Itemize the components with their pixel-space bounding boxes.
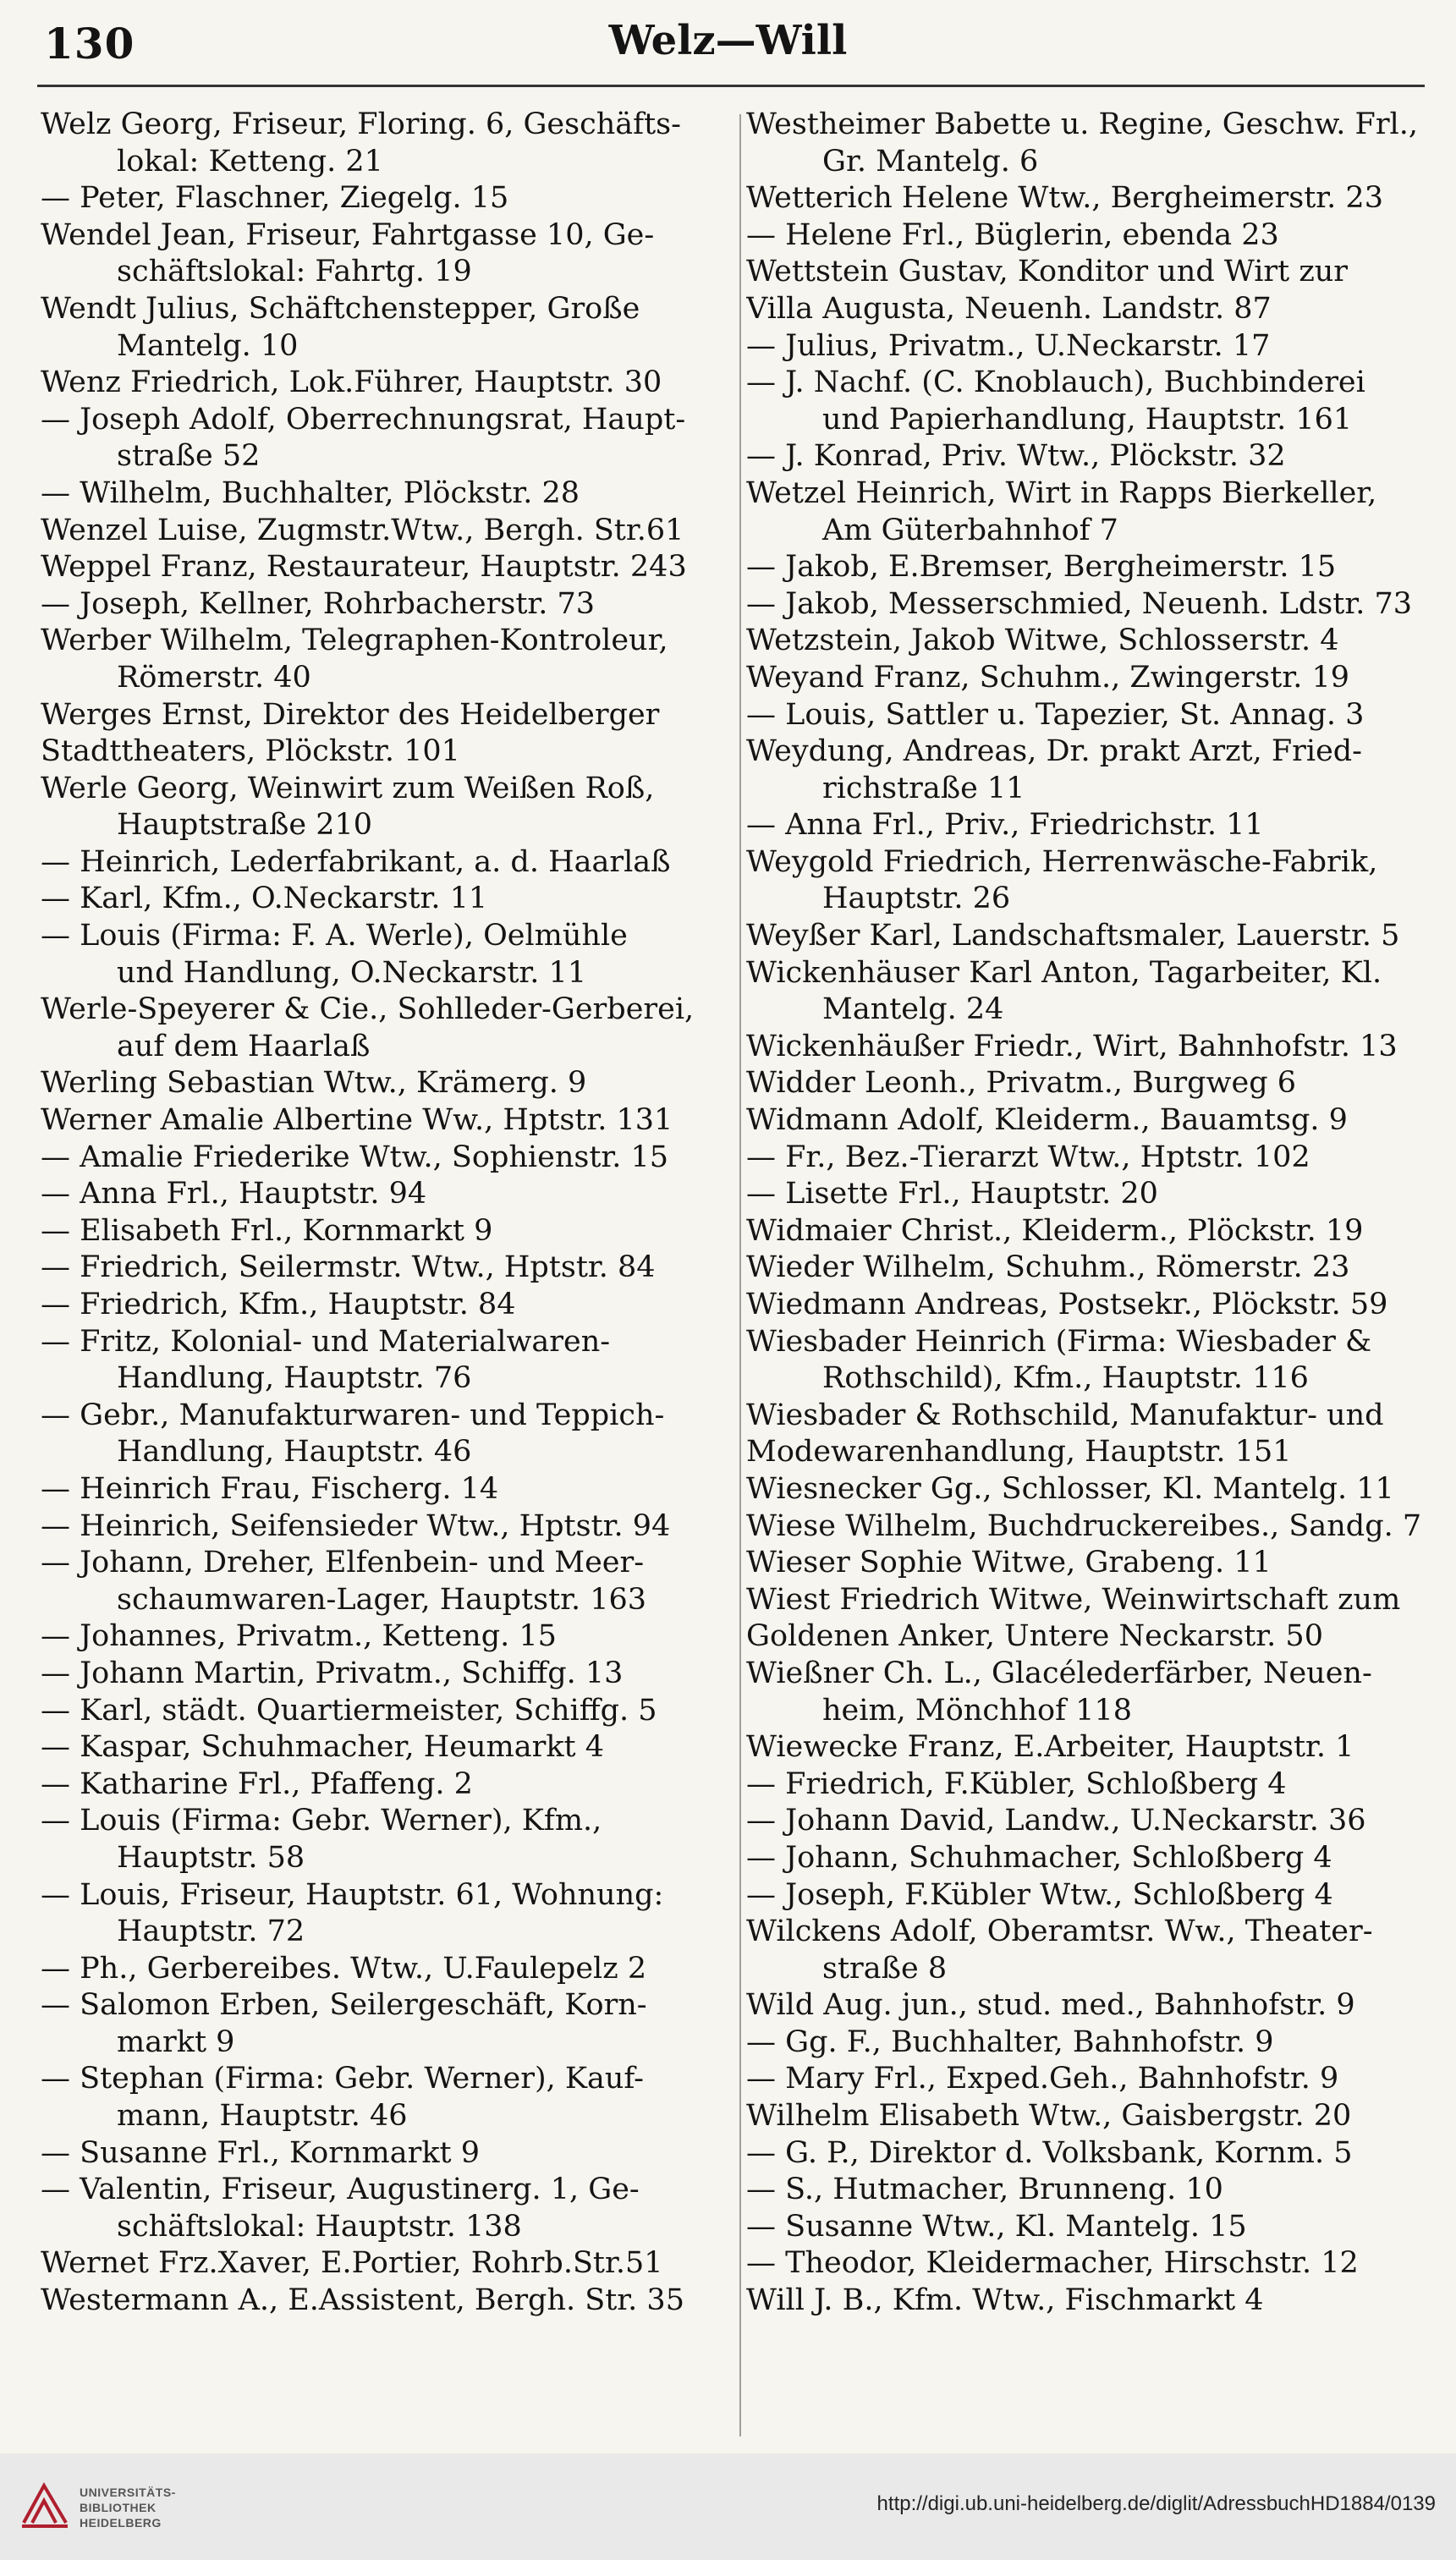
directory-entry-line: — Karl, städt. Quartiermeister, Schiffg. 5 — [41, 1693, 657, 1728]
directory-entry-line: schäftslokal: Hauptstr. 138 — [117, 2209, 522, 2244]
directory-entry-line: Hauptstr. 72 — [117, 1915, 305, 1949]
directory-entry-line: Will J. B., Kfm. Wtw., Fischmarkt 4 — [746, 2283, 1264, 2318]
directory-entry-line: Wild Aug. jun., stud. med., Bahnhofstr. 9 — [746, 1988, 1355, 2023]
directory-entry-line: — Anna Frl., Hauptstr. 94 — [41, 1177, 427, 1211]
directory-entry-line: Wendel Jean, Friseur, Fahrtgasse 10, Ge- — [41, 217, 655, 252]
directory-entry-line: Wetzel Heinrich, Wirt in Rapps Bierkeller, — [746, 475, 1377, 510]
directory-entry-line: Römerstr. 40 — [117, 660, 311, 695]
directory-entry-line: Weppel Franz, Restaurateur, Hauptstr. 243 — [41, 550, 687, 585]
library-logo[interactable] — [19, 2479, 272, 2538]
directory-entry-line: — Stephan (Firma: Gebr. Werner), Kauf- — [41, 2062, 644, 2096]
directory-entry-line: Wießner Ch. L., Glacélederfärber, Neuen- — [746, 1656, 1372, 1690]
directory-entry-line: Wieder Wilhelm, Schuhm., Römerstr. 23 — [746, 1250, 1350, 1285]
directory-entry-line: — Heinrich, Lederfabrikant, a. d. Haarlaß — [41, 844, 671, 879]
directory-entry-line: Werle-Speyerer & Cie., Sohlleder-Gerberei, — [41, 992, 695, 1027]
directory-entry-line: — Jakob, Messerschmied, Neuenh. Ldstr. 73 — [746, 586, 1413, 621]
directory-entry-line: Villa Augusta, Neuenh. Landstr. 87 — [746, 291, 1272, 326]
directory-entry-line: Wiesbader Heinrich (Firma: Wiesbader & — [746, 1324, 1372, 1359]
directory-entry-line: — Mary Frl., Exped.Geh., Bahnhofstr. 9 — [746, 2062, 1339, 2096]
directory-entry-line: — Johann Martin, Privatm., Schiffg. 13 — [41, 1656, 624, 1690]
directory-entry-line: — Theodor, Kleidermacher, Hirschstr. 12 — [746, 2246, 1359, 2281]
directory-entry-line: — Ph., Gerbereibes. Wtw., U.Faulepelz 2 — [41, 1951, 647, 1986]
directory-entry-line: — Jakob, E.Bremser, Bergheimerstr. 15 — [746, 550, 1337, 585]
directory-entry-line: Wilhelm Elisabeth Wtw., Gaisbergstr. 20 — [746, 2099, 1352, 2134]
directory-entry-line: Werling Sebastian Wtw., Krämerg. 9 — [41, 1066, 587, 1101]
directory-entry-line: Wetterich Helene Wtw., Bergheimerstr. 23 — [746, 181, 1383, 216]
directory-entry-line: Mantelg. 24 — [822, 992, 1004, 1027]
directory-entry-line: — Gg. F., Buchhalter, Bahnhofstr. 9 — [746, 2024, 1274, 2059]
directory-entry-line: — Friedrich, Kfm., Hauptstr. 84 — [41, 1288, 516, 1321]
right-column — [746, 107, 1423, 2320]
directory-entry-line: Widmaier Christ., Kleiderm., Plöckstr. 19 — [746, 1213, 1364, 1248]
directory-entry-line: — Gebr., Manufakturwaren- und Teppich- — [41, 1398, 665, 1432]
directory-entry-line: Wickenhäußer Friedr., Wirt, Bahnhofstr. 13 — [746, 1029, 1398, 1063]
directory-entry-line: — Kaspar, Schuhmacher, Heumarkt 4 — [41, 1730, 604, 1765]
directory-entry-line: — Louis (Firma: F. A. Werle), Oelmühle — [41, 919, 628, 953]
directory-entry-line: — Fr., Bez.-Tierarzt Wtw., Hptstr. 102 — [746, 1140, 1310, 1174]
directory-entry-line: Wenz Friedrich, Lok.Führer, Hauptstr. 30 — [41, 365, 662, 400]
column-divider — [739, 114, 741, 2436]
directory-entry-line: Wickenhäuser Karl Anton, Tagarbeiter, Kl. — [746, 955, 1382, 990]
footer-bar — [0, 2453, 1456, 2560]
source-url-link[interactable]: http://digi.ub.uni-heidelberg.de/diglit/AdressbuchHD1884/0139 — [876, 2492, 1436, 2515]
directory-entry-line: Wiedmann Andreas, Postsekr., Plöckstr. 59 — [746, 1288, 1388, 1321]
directory-entry-line: Wernet Frz.Xaver, E.Portier, Rohrb.Str.51 — [41, 2246, 663, 2281]
logo-text-line-3: HEIDELBERG — [80, 2516, 162, 2530]
directory-entry-line: Hauptstraße 210 — [117, 808, 373, 843]
directory-entry-line: — Johannes, Privatm., Ketteng. 15 — [41, 1619, 557, 1654]
directory-entry-line: mann, Hauptstr. 46 — [117, 2099, 408, 2134]
directory-entry-line: und Papierhandlung, Hauptstr. 161 — [822, 402, 1353, 437]
directory-entry-line: Werges Ernst, Direktor des Heidelberger — [41, 697, 660, 732]
directory-entry-line: Werle Georg, Weinwirt zum Weißen Roß, — [41, 771, 655, 805]
directory-entry-line: — S., Hutmacher, Brunneng. 10 — [746, 2173, 1223, 2207]
directory-entry-line: Wiewecke Franz, E.Arbeiter, Hauptstr. 1 — [746, 1730, 1354, 1765]
left-column — [41, 107, 724, 2320]
directory-entry-line: Modewarenhandlung, Hauptstr. 151 — [746, 1435, 1292, 1470]
directory-entry-line: straße 8 — [822, 1951, 948, 1986]
directory-entry-line: Handlung, Hauptstr. 76 — [117, 1361, 472, 1396]
directory-entry-line: Hauptstr. 58 — [117, 1840, 305, 1875]
logo-text-line-2: BIBLIOTHEK — [80, 2501, 157, 2514]
logo-text-line-1: UNIVERSITÄTS- — [80, 2486, 176, 2499]
running-title: Welz—Will — [608, 17, 848, 64]
directory-entry-line: Wendt Julius, Schäftchenstepper, Große — [41, 291, 640, 326]
directory-entry-line: Mantelg. 10 — [117, 328, 299, 363]
directory-entry-line: Wiest Friedrich Witwe, Weinwirtschaft zum — [746, 1582, 1401, 1617]
directory-entry-line: — Johann David, Landw., U.Neckarstr. 36 — [746, 1804, 1366, 1838]
directory-entry-line: schaumwaren-Lager, Hauptstr. 163 — [117, 1582, 647, 1617]
directory-entry-line: Wieser Sophie Witwe, Grabeng. 11 — [746, 1546, 1272, 1580]
directory-entry-line: Wetzstein, Jakob Witwe, Schlosserstr. 4 — [746, 624, 1339, 658]
directory-entry-line: Stadttheaters, Plöckstr. 101 — [41, 734, 460, 769]
directory-entry-line: — Julius, Privatm., U.Neckarstr. 17 — [746, 328, 1271, 363]
directory-entry-line: Westermann A., E.Assistent, Bergh. Str. 35 — [41, 2283, 684, 2318]
directory-entry-line: — J. Nachf. (C. Knoblauch), Buchbinderei — [746, 365, 1365, 400]
directory-entry-line: — Lisette Frl., Hauptstr. 20 — [746, 1177, 1158, 1211]
ub-heidelberg-logo-icon — [19, 2479, 71, 2531]
directory-entry-line: Widder Leonh., Privatm., Burgweg 6 — [746, 1066, 1297, 1101]
directory-entry-line: — Susanne Wtw., Kl. Mantelg. 15 — [746, 2209, 1247, 2244]
directory-entry-line: Wilckens Adolf, Oberamtsr. Ww., Theater- — [746, 1915, 1373, 1949]
directory-entry-line: Gr. Mantelg. 6 — [822, 144, 1039, 179]
directory-entry-line: Weyßer Karl, Landschaftsmaler, Lauerstr. 5 — [746, 919, 1400, 953]
directory-entry-line: straße 52 — [117, 439, 261, 474]
directory-entry-line: — Anna Frl., Priv., Friedrichstr. 11 — [746, 808, 1264, 843]
directory-entry-line: Widmann Adolf, Kleiderm., Bauamtsg. 9 — [746, 1103, 1348, 1138]
directory-entry-line: — Helene Frl., Büglerin, ebenda 23 — [746, 217, 1279, 252]
directory-entry-line: Werber Wilhelm, Telegraphen-Kontroleur, — [41, 624, 668, 658]
page-header — [0, 0, 1456, 93]
directory-entry-line: — Peter, Flaschner, Ziegelg. 15 — [41, 181, 509, 216]
directory-entry-line: — Elisabeth Frl., Kornmarkt 9 — [41, 1213, 493, 1248]
directory-entry-line: Rothschild), Kfm., Hauptstr. 116 — [822, 1361, 1309, 1396]
directory-entry-line: — Louis, Sattler u. Tapezier, St. Annag. 3 — [746, 697, 1365, 732]
directory-entry-line: Weyand Franz, Schuhm., Zwingerstr. 19 — [746, 660, 1349, 695]
directory-entry-line: Weydung, Andreas, Dr. prakt Arzt, Fried- — [746, 734, 1363, 769]
directory-entry-line: Goldenen Anker, Untere Neckarstr. 50 — [746, 1619, 1323, 1654]
directory-entry-line: — Johann, Schuhmacher, Schloßberg 4 — [746, 1840, 1332, 1875]
directory-entry-line: Wiese Wilhelm, Buchdruckereibes., Sandg. 7 — [746, 1508, 1422, 1543]
directory-entry-line: — Joseph, F.Kübler Wtw., Schloßberg 4 — [746, 1877, 1333, 1912]
directory-entry-line: — J. Konrad, Priv. Wtw., Plöckstr. 32 — [746, 439, 1286, 474]
directory-entry-line: Wenzel Luise, Zugmstr.Wtw., Bergh. Str.61 — [41, 513, 684, 547]
directory-entry-line: Am Güterbahnhof 7 — [822, 513, 1118, 547]
header-rule — [37, 85, 1425, 87]
directory-entry-line: lokal: Ketteng. 21 — [117, 144, 383, 179]
directory-entry-line: und Handlung, O.Neckarstr. 11 — [117, 955, 587, 990]
directory-entry-line: Hauptstr. 26 — [822, 882, 1011, 916]
directory-entry-line: — Katharine Frl., Pfaffeng. 2 — [41, 1766, 473, 1801]
directory-entry-line: — Louis (Firma: Gebr. Werner), Kfm., — [41, 1804, 602, 1838]
directory-entry-line: — Heinrich, Seifensieder Wtw., Hptstr. 94 — [41, 1508, 671, 1543]
directory-entry-line: markt 9 — [117, 2024, 235, 2059]
page-number: 130 — [44, 19, 135, 69]
directory-entry-line: Welz Georg, Friseur, Floring. 6, Geschäfts- — [41, 107, 681, 141]
directory-entry-line: — Joseph, Kellner, Rohrbacherstr. 73 — [41, 586, 596, 621]
directory-entry-line: — G. P., Direktor d. Volksbank, Kornm. 5 — [746, 2135, 1353, 2170]
directory-entry-line: — Friedrich, Seilermstr. Wtw., Hptstr. 84 — [41, 1250, 656, 1285]
directory-entry-line: — Amalie Friederike Wtw., Sophienstr. 15 — [41, 1140, 669, 1174]
directory-entry-line: — Salomon Erben, Seilergeschäft, Korn- — [41, 1988, 647, 2023]
directory-entry-line: — Louis, Friseur, Hauptstr. 61, Wohnung: — [41, 1877, 664, 1912]
directory-entry-line: — Fritz, Kolonial- und Materialwaren- — [41, 1324, 611, 1359]
directory-entry-line: Wiesbader & Rothschild, Manufaktur- und — [746, 1398, 1384, 1432]
directory-entry-line: — Wilhelm, Buchhalter, Plöckstr. 28 — [41, 475, 580, 510]
directory-entry-line: — Johann, Dreher, Elfenbein- und Meer- — [41, 1546, 645, 1580]
directory-entry-line: — Susanne Frl., Kornmarkt 9 — [41, 2135, 480, 2170]
directory-entry-line: heim, Mönchhof 118 — [822, 1693, 1132, 1728]
directory-entry-line: — Heinrich Frau, Fischerg. 14 — [41, 1471, 499, 1506]
directory-entry-line: Handlung, Hauptstr. 46 — [117, 1435, 472, 1470]
directory-entry-line: auf dem Haarlaß — [117, 1029, 371, 1063]
directory-entry-line: Werner Amalie Albertine Ww., Hptstr. 131 — [41, 1103, 673, 1138]
directory-entry-line: — Joseph Adolf, Oberrechnungsrat, Haupt- — [41, 402, 686, 437]
directory-entry-line: — Valentin, Friseur, Augustinerg. 1, Ge- — [41, 2173, 640, 2207]
directory-entry-line: Wiesnecker Gg., Schlosser, Kl. Mantelg. 11 — [746, 1471, 1394, 1506]
directory-entry-line: — Friedrich, F.Kübler, Schloßberg 4 — [746, 1766, 1287, 1801]
directory-entry-line: Westheimer Babette u. Regine, Geschw. Frl., — [746, 107, 1418, 141]
directory-entry-line: schäftslokal: Fahrtg. 19 — [117, 255, 472, 289]
directory-entry-line: — Karl, Kfm., O.Neckarstr. 11 — [41, 882, 488, 916]
directory-entry-line: richstraße 11 — [822, 771, 1025, 805]
directory-entry-line: Wettstein Gustav, Konditor und Wirt zur — [746, 255, 1349, 289]
directory-entry-line: Weygold Friedrich, Herrenwäsche-Fabrik, — [746, 844, 1378, 879]
